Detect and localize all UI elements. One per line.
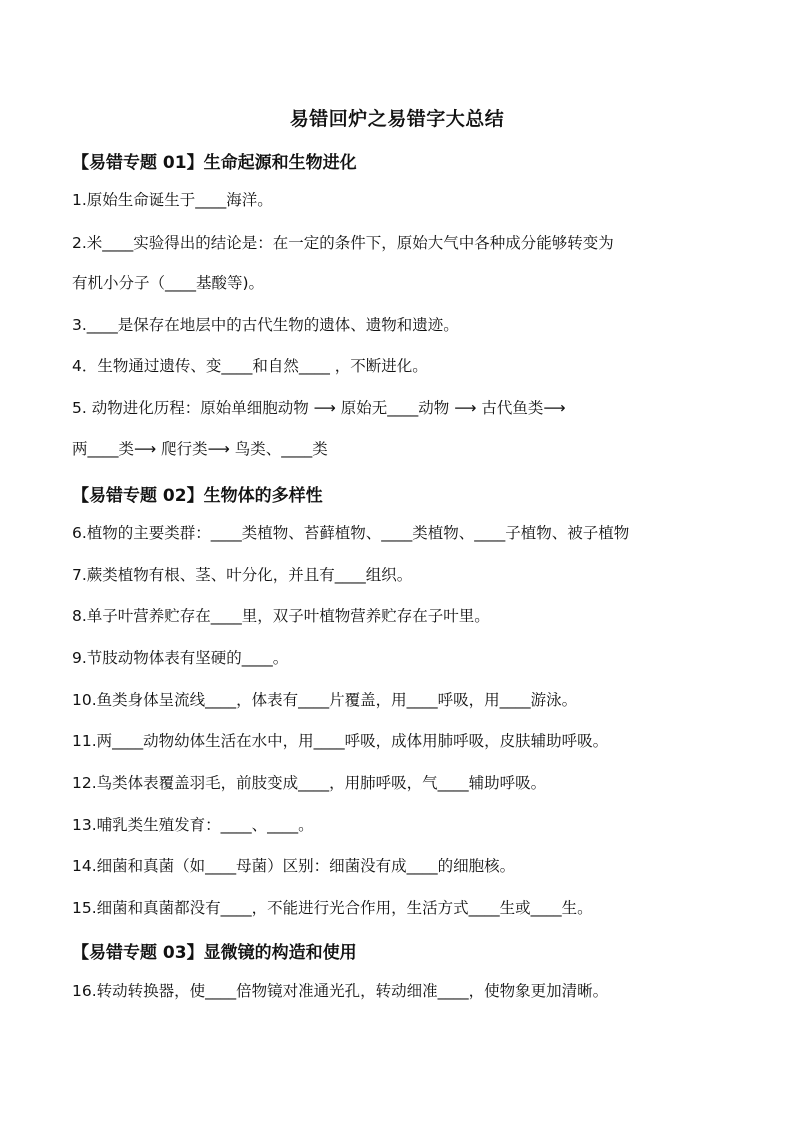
- topic-heading-01: 【易错专题 01】生命起源和生物进化: [72, 153, 357, 173]
- topic-heading-03: 【易错专题 03】显微镜的构造和使用: [72, 943, 357, 963]
- question-line-12: 12.鸟类体表覆盖羽毛，前肢变成____，用肺呼吸，气____辅助呼吸。: [72, 774, 547, 792]
- page-title: 易错回炉之易错字大总结: [289, 108, 505, 130]
- question-line-1: 1.原始生命诞生于____海洋。: [72, 191, 273, 209]
- question-line-15: 15.细菌和真菌都没有____，不能进行光合作用，生活方式____生或____生。: [72, 899, 593, 917]
- question-line-14: 14.细菌和真菌（如____母菌）区别：细菌没有成____的细胞核。: [72, 857, 516, 875]
- question-line-6: 6.植物的主要类群：____类植物、苔藓植物、____类植物、____子植物、被子植物: [72, 524, 630, 542]
- question-line-10: 10.鱼类身体呈流线____，体表有____片覆盖，用____呼吸，用____游泳。: [72, 691, 578, 709]
- question-line-3: 3.____是保存在地层中的古代生物的遗体、遗物和遗迹。: [72, 316, 459, 334]
- question-line-2-cont: 有机小分子（____基酸等)。: [72, 274, 265, 292]
- question-line-11: 11.两____动物幼体生活在水中，用____呼吸，成体用肺呼吸，皮肤辅助呼吸。: [72, 732, 609, 750]
- question-line-13: 13.哺乳类生殖发育：____、____。: [72, 816, 314, 834]
- question-line-16: 16.转动转换器，使____倍物镜对准通光孔，转动细准____，使物象更加清晰。: [72, 982, 609, 1000]
- question-line-5-cont: 两____类⟶ 爬行类⟶ 鸟类、____类: [72, 440, 328, 458]
- topic-heading-02: 【易错专题 02】生物体的多样性: [72, 486, 323, 506]
- question-line-2: 2.米____实验得出的结论是：在一定的条件下，原始大气中各种成分能够转变为: [72, 234, 614, 252]
- question-line-9: 9.节肢动物体表有坚硬的____。: [72, 649, 289, 667]
- question-line-8: 8.单子叶营养贮存在____里，双子叶植物营养贮存在子叶里。: [72, 607, 490, 625]
- question-line-5: 5. 动物进化历程：原始单细胞动物 ⟶ 原始无____动物 ⟶ 古代鱼类⟶: [72, 399, 566, 417]
- question-line-7: 7.蕨类植物有根、茎、叶分化，并且有____组织。: [72, 566, 413, 584]
- question-line-4: 4．生物通过遗传、变____和自然____ ，不断进化。: [72, 357, 428, 375]
